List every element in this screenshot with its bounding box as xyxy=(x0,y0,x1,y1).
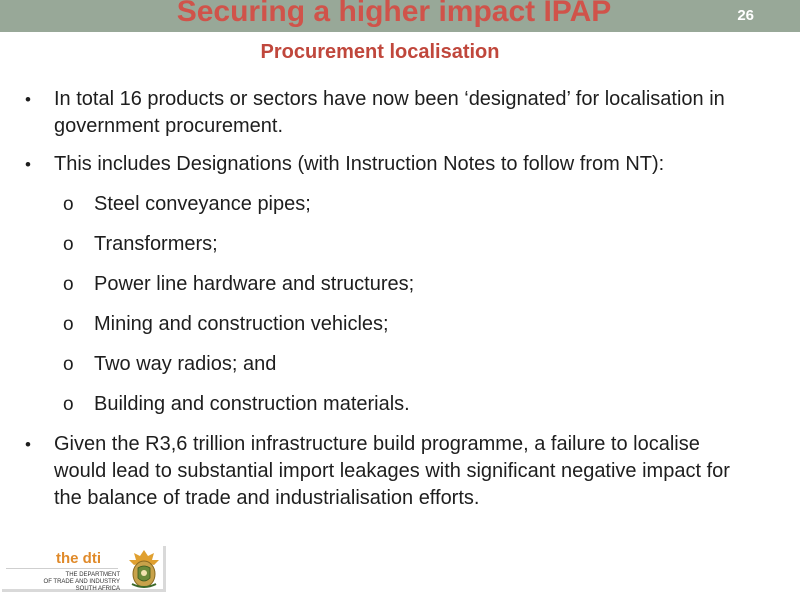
sub-bullet-text: Mining and construction vehicles; xyxy=(94,313,389,335)
sub-bullet-marker: o xyxy=(63,234,74,255)
sub-bullet-item xyxy=(63,391,754,418)
sub-bullet-item xyxy=(63,311,754,338)
sub-bullet-text: Power line hardware and structures; xyxy=(94,273,415,295)
bullet-item xyxy=(25,431,754,512)
slide-subtitle: Procurement localisation xyxy=(260,41,500,63)
sub-bullet-text: Steel conveyance pipes; xyxy=(94,193,311,215)
bullet-marker: • xyxy=(25,435,31,454)
sub-bullet-item xyxy=(63,271,754,298)
sub-bullet-text: Two way radios; and xyxy=(94,353,277,375)
dti-logo xyxy=(2,546,166,592)
logo-department xyxy=(20,572,120,593)
sub-bullet-text: Building and construction materials. xyxy=(94,393,410,415)
logo-divider xyxy=(6,568,118,569)
bullet-text: This includes Designations (with Instruction Notes to follow from NT): xyxy=(54,153,665,175)
bullet-marker: • xyxy=(25,90,31,109)
logo-dept-line: OF TRADE AND INDUSTRY xyxy=(43,579,120,585)
sub-bullet-item xyxy=(63,351,754,378)
coat-of-arms-icon xyxy=(124,548,164,590)
logo-dept-line: THE DEPARTMENT xyxy=(65,572,120,578)
bullet-text: Given the R3,6 trillion infrastructure build programme, a failure to localise would lead to substantial import leakages with significant negative impact for the balance of trade and industrialisation efforts. xyxy=(54,433,730,509)
logo-dept-line: SOUTH AFRICA xyxy=(75,586,120,592)
bullet-text: In total 16 products or sectors have now been ‘designated’ for localisation in government procurement. xyxy=(54,88,725,137)
logo-brand: the dti xyxy=(56,550,101,567)
sub-bullet-marker: o xyxy=(63,194,74,215)
sub-bullet-marker: o xyxy=(63,394,74,415)
sub-bullet-marker: o xyxy=(63,274,74,295)
sub-bullet-marker: o xyxy=(63,354,74,375)
bullet-item xyxy=(25,151,754,178)
slide-title: Securing a higher impact IPAP xyxy=(176,0,612,28)
slide-number: 26 xyxy=(737,7,754,24)
bullet-item xyxy=(25,86,754,140)
sub-bullet-marker: o xyxy=(63,314,74,335)
sub-bullet-item xyxy=(63,191,754,218)
sub-bullet-item xyxy=(63,231,754,258)
sub-bullet-text: Transformers; xyxy=(94,233,218,255)
bullet-marker: • xyxy=(25,155,31,174)
